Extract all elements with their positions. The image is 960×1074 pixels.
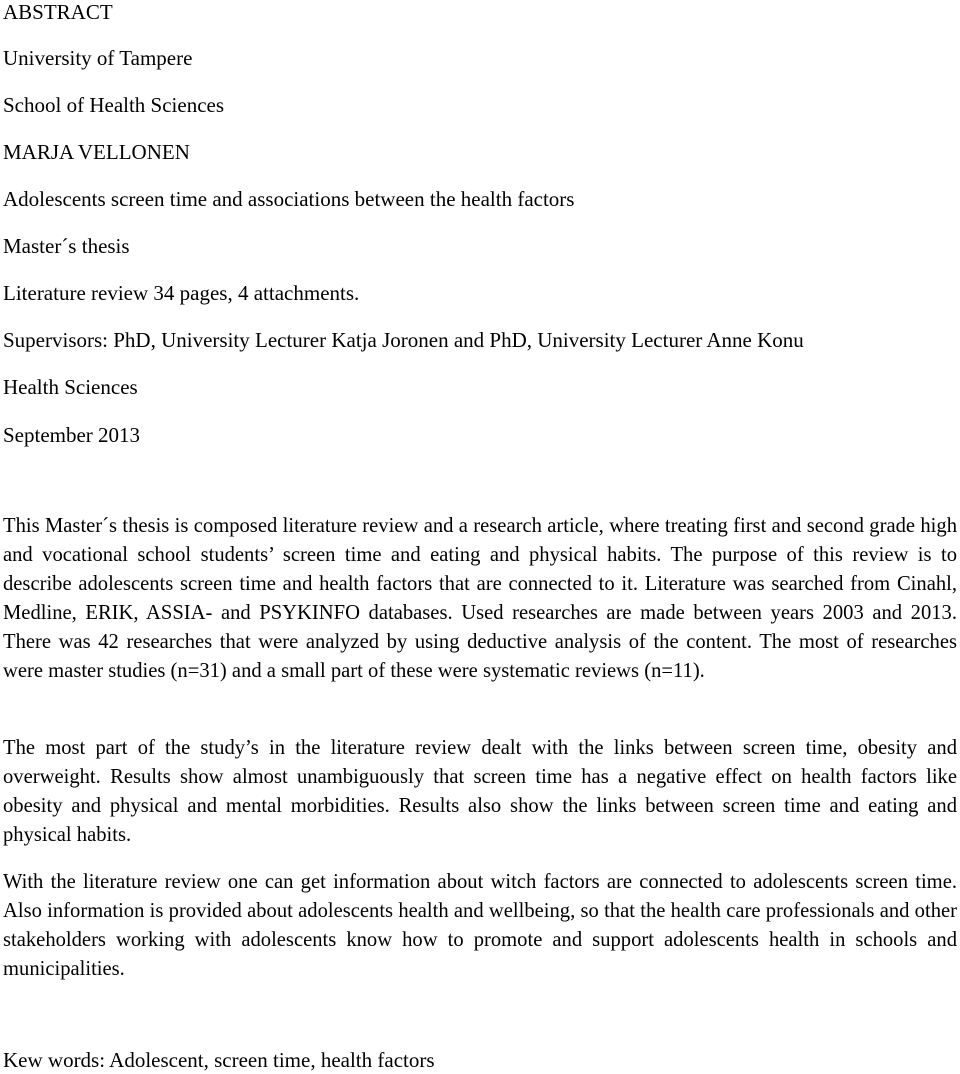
university-name: University of Tampere	[3, 46, 193, 70]
abstract-paragraph-3: With the literature review one can get information about witch factors are connected to adolescents screen time. Also information is provided about adolescents health and wellbeing, so that the health care professionals and other stakeholders working with adolescents know how to promote and support adolescents health in schools and municipalities.	[3, 871, 957, 980]
school-name: School of Health Sciences	[3, 93, 225, 117]
thesis-type: Master´s thesis	[3, 234, 130, 258]
abstract-paragraph-1: This Master´s thesis is composed literature review and a research article, where treating first and second grade high and vocational school students’ screen time and eating and physical habits. The purpose of this review is to describe adolescents screen time and health factors that are connected to it. Literature was searched from Cinahl, Medline, ERIK, ASSIA- and PSYKINFO databases. Used researches are made between years 2003 and 2013. There was 42 researches that were analyzed by using deductive analysis of the content. The most of researches were master studies (n=31) and a small part of these were systematic reviews (n=11).	[3, 515, 957, 682]
author-name: MARJA VELLONEN	[3, 140, 190, 164]
keywords: Kew words: Adolescent, screen time, health factors	[3, 1048, 435, 1072]
abstract-heading: ABSTRACT	[3, 0, 113, 24]
field-of-study: Health Sciences	[3, 375, 138, 399]
supervisors: Supervisors: PhD, University Lecturer Katja Joronen and PhD, University Lecturer Anne Konu	[3, 328, 804, 352]
thesis-extent: Literature review 34 pages, 4 attachments.	[3, 281, 360, 305]
thesis-title: Adolescents screen time and associations between the health factors	[3, 187, 575, 211]
abstract-paragraph-2: The most part of the study’s in the literature review dealt with the links between screen time, obesity and overweight. Results show almost unambiguously that screen time has a negative effect on health factors like obesity and physical and mental morbidities. Results also show the links between screen time and eating and physical habits.	[3, 737, 957, 846]
thesis-date: September 2013	[3, 423, 141, 447]
